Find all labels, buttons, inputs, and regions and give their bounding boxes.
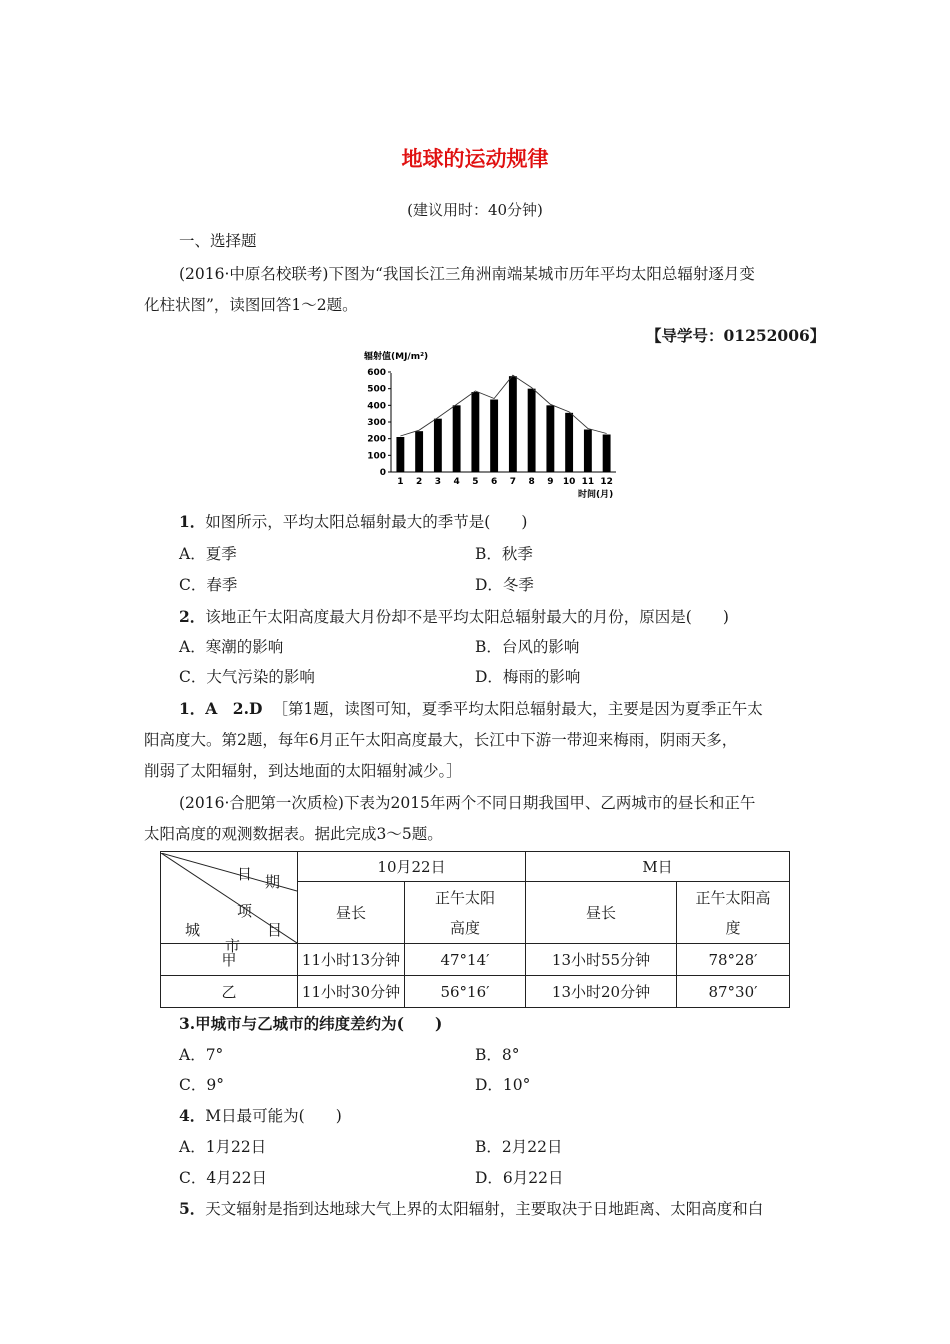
- answer-1-2-line2: 阳高度大。第2题，每年6月正午太阳高度最大，长江中下游一带迎来梅雨，阴雨天多，: [144, 731, 738, 749]
- chart-ylabel: 辐射值(MJ/m²): [364, 352, 429, 362]
- x-tick-label: 4: [453, 477, 460, 487]
- y-tick-label: 300: [367, 418, 386, 428]
- suggested-time: (建议用时：40分钟): [407, 201, 543, 219]
- bar-month-5: [471, 392, 479, 472]
- intro1-line2: 化柱状图”，读图回答1～2题。: [144, 296, 358, 314]
- jia-d1-altitude: 47°14′: [405, 944, 526, 976]
- bar-month-4: [453, 405, 461, 472]
- corner-xiang: 项: [237, 901, 253, 920]
- chart-xlabel: 时间(月): [578, 490, 614, 500]
- answer-1-2-text1: ［第1题，读图可知，夏季平均太阳总辐射最大，主要是因为夏季正午太: [272, 700, 763, 718]
- bar-month-9: [546, 405, 554, 472]
- noon-altitude-header-1-line1: 正午太阳: [434, 888, 495, 907]
- x-tick-label: 9: [547, 477, 554, 487]
- q4-option-a: A．1月22日: [179, 1138, 267, 1156]
- x-tick-label: 2: [415, 477, 423, 487]
- noon-altitude-header-1-line2: 高度: [449, 918, 480, 937]
- x-tick-label: 11: [581, 477, 595, 487]
- trend-line: [400, 375, 606, 436]
- y-tick-label: 200: [367, 434, 386, 445]
- q1-text: 如图所示，平均太阳总辐射最大的季节是( ): [205, 513, 528, 531]
- x-tick-label: 6: [490, 477, 498, 487]
- y-tick-label: 600: [367, 368, 386, 378]
- bar-month-12: [603, 435, 611, 473]
- jia-d2-daylength: 13小时55分钟: [526, 944, 677, 976]
- table-row: [161, 976, 790, 1008]
- q3-option-a: A．7°: [179, 1046, 224, 1064]
- answer-1-2-key: 1．A 2.D: [179, 699, 263, 718]
- bar-month-2: [415, 431, 423, 472]
- q2-stem: [179, 605, 729, 627]
- date1-header: 10月22日: [298, 852, 526, 882]
- q4-option-d: D．6月22日: [475, 1169, 564, 1187]
- bar-month-11: [584, 430, 592, 473]
- q2-text: 该地正午太阳高度最大月份却不是平均太阳总辐射最大的月份，原因是( ): [205, 608, 729, 626]
- corner-cheng: 城: [185, 920, 201, 939]
- q2-option-d: D．梅雨的影响: [475, 668, 581, 686]
- x-tick-label: 10: [562, 477, 576, 487]
- q5-text: 天文辐射是指到达地球大气上界的太阳辐射，主要取决于日地距离、太阳高度和白: [205, 1200, 764, 1218]
- q3-option-d: D．10°: [475, 1076, 531, 1094]
- x-tick-label: 1: [397, 477, 404, 487]
- daylength-header-1: 昼长: [298, 882, 405, 944]
- q1-option-b: B．秋季: [475, 545, 533, 563]
- q1-option-a: A．夏季: [179, 545, 237, 563]
- yi-d1-altitude: 56°16′: [405, 976, 526, 1008]
- guide-number: 【导学号：01252006】: [646, 326, 826, 345]
- corner-qi: 期: [265, 872, 281, 891]
- intro2-line2: 太阳高度的观测数据表。据此完成3～5题。: [144, 825, 443, 843]
- y-tick-label: 100: [367, 451, 386, 462]
- date2-header: M日: [526, 852, 790, 882]
- y-tick-label: 500: [367, 384, 386, 395]
- q2-option-b: B．台风的影响: [475, 638, 580, 656]
- jia-d2-altitude: 78°28′: [677, 944, 790, 976]
- noon-altitude-header-2-line2: 度: [725, 918, 741, 937]
- x-tick-label: 8: [528, 477, 535, 487]
- table-row: [161, 944, 790, 976]
- noon-altitude-header-2-line1: 正午太阳高: [695, 888, 771, 907]
- jia-d1-daylength: 11小时13分钟: [298, 944, 405, 976]
- q4-stem: [179, 1104, 342, 1126]
- q3-option-c: C．9°: [179, 1076, 224, 1094]
- x-tick-label: 12: [600, 477, 613, 487]
- noon-altitude-header-1: [405, 882, 526, 944]
- noon-altitude-header-2: [677, 882, 790, 944]
- bar-month-8: [528, 389, 536, 472]
- q5-stem: [179, 1197, 763, 1219]
- y-tick-label: 400: [367, 401, 386, 412]
- city-jia: 甲: [161, 944, 298, 976]
- answer-1-2-line3: 削弱了太阳辐射，到达地面的太阳辐射减少。］: [144, 762, 462, 780]
- q5-number: 5．: [179, 1199, 206, 1218]
- bar-month-7: [509, 376, 517, 472]
- q1-number: 1．: [179, 512, 206, 531]
- yi-d1-daylength: 11小时30分钟: [298, 976, 405, 1008]
- q4-option-b: B．2月22日: [475, 1138, 563, 1156]
- x-tick-label: 3: [434, 477, 442, 487]
- q1-stem: [179, 510, 527, 532]
- q4-text: M日最可能为( ): [205, 1107, 342, 1125]
- corner-shi: 市: [225, 936, 241, 955]
- q2-option-c: C．大气污染的影响: [179, 668, 315, 686]
- daylength-header-2: 昼长: [526, 882, 677, 944]
- intro1-line1: (2016·中原名校联考)下图为“我国长江三角洲南端某城市历年平均太阳总辐射逐月变: [179, 265, 755, 283]
- answer-1-2-line1: [179, 697, 763, 719]
- yi-d2-daylength: 13小时20分钟: [526, 976, 677, 1008]
- q3-stem: 3.甲城市与乙城市的纬度差约为( ): [179, 1014, 443, 1033]
- table-corner-cell: [161, 852, 298, 955]
- q1-option-d: D．冬季: [475, 576, 534, 594]
- bar-month-3: [434, 419, 442, 472]
- q2-option-a: A．寒潮的影响: [179, 638, 284, 656]
- corner-mu: 目: [267, 920, 283, 939]
- q4-number: 4．: [179, 1106, 206, 1125]
- section-heading: 一、选择题: [179, 232, 257, 250]
- yi-d2-altitude: 87°30′: [677, 976, 790, 1008]
- x-tick-label: 7: [509, 477, 517, 487]
- y-tick-label: 0: [379, 468, 386, 478]
- q3-option-b: B．8°: [475, 1046, 520, 1064]
- q4-option-c: C．4月22日: [179, 1169, 267, 1187]
- radiation-bar-chart: [340, 345, 640, 505]
- observation-table: [160, 851, 790, 1008]
- page-title: 地球的运动规律: [401, 146, 549, 171]
- city-yi: 乙: [161, 976, 298, 1008]
- bar-month-6: [490, 400, 498, 473]
- q1-option-c: C．春季: [179, 576, 238, 594]
- intro2-line1: (2016·合肥第一次质检)下表为2015年两个不同日期我国甲、乙两城市的昼长和正午: [179, 794, 756, 812]
- q2-number: 2．: [179, 607, 206, 626]
- bar-month-1: [396, 437, 404, 472]
- bar-month-10: [565, 413, 573, 472]
- x-tick-label: 5: [472, 477, 479, 487]
- corner-ri: 日: [237, 864, 253, 883]
